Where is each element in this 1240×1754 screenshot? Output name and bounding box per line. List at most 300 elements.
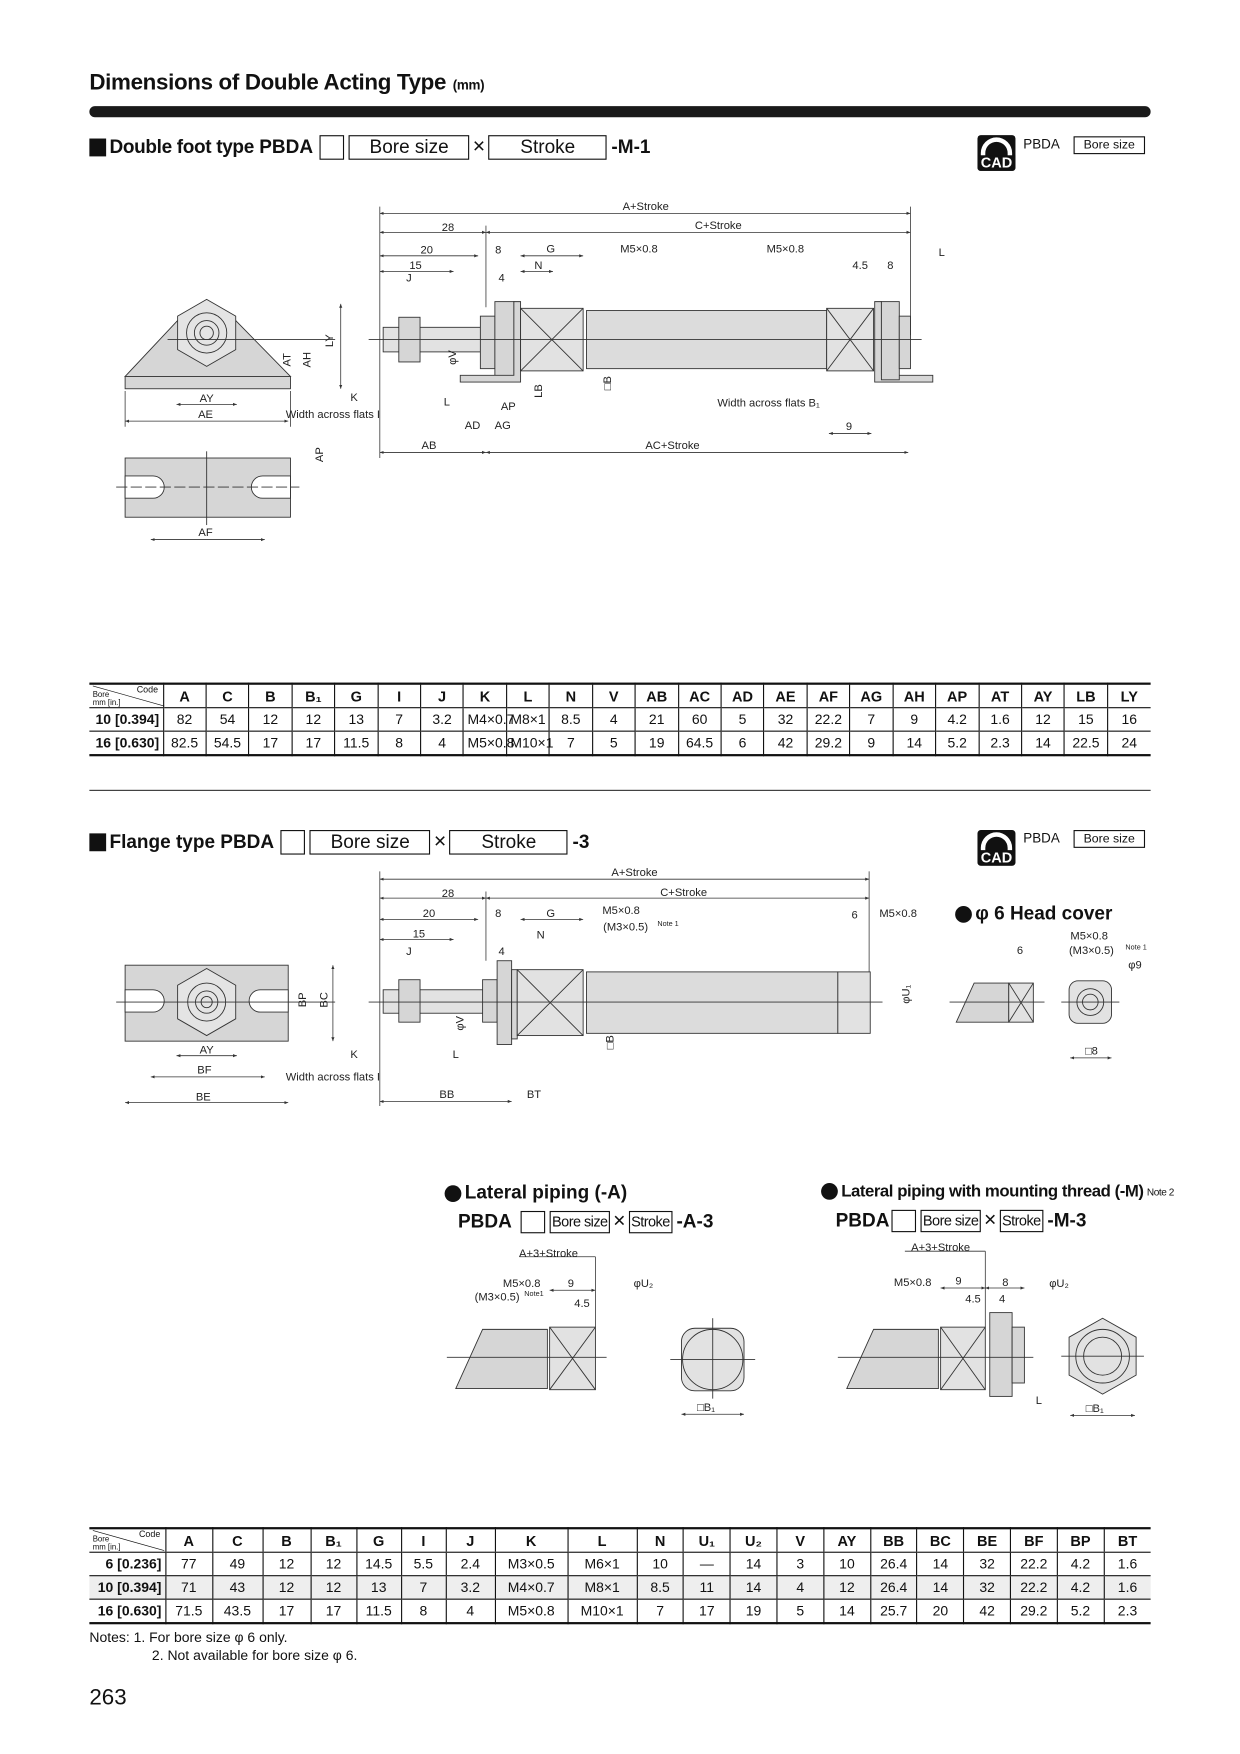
value-cell: 10 bbox=[824, 1552, 871, 1575]
value-cell: 22.2 bbox=[807, 708, 850, 731]
corner-code: Code bbox=[138, 1529, 161, 1540]
value-cell: 8.5 bbox=[637, 1576, 684, 1599]
column-header: U₂ bbox=[730, 1528, 777, 1552]
note-ref: Note 2 bbox=[1146, 1185, 1174, 1197]
bore-cell: 16 [0.630] bbox=[89, 731, 163, 755]
dimension-label: φV bbox=[454, 1015, 467, 1031]
corner-code: Code bbox=[136, 684, 159, 695]
column-header: AE bbox=[764, 684, 807, 708]
column-header: L bbox=[506, 684, 549, 708]
dimension-label: 15 bbox=[412, 928, 426, 941]
value-cell: 14 bbox=[917, 1552, 964, 1575]
bore-cell: 16 [0.630] bbox=[89, 1599, 165, 1623]
value-cell: M3×0.5 bbox=[495, 1552, 568, 1575]
bore-size-box: Bore size bbox=[349, 135, 470, 160]
dimension-label: 4.5 bbox=[574, 1298, 590, 1311]
dimension-label: M5×0.8 bbox=[502, 1277, 541, 1290]
value-cell: 12 bbox=[263, 1576, 311, 1599]
dimension-label: A+Stroke bbox=[622, 201, 669, 214]
value-cell: 12 bbox=[263, 1552, 311, 1575]
corner-unit: mm [in.] bbox=[92, 1543, 121, 1552]
value-cell: 3.2 bbox=[446, 1576, 495, 1599]
value-cell: 22.5 bbox=[1064, 731, 1107, 755]
value-cell: 8 bbox=[401, 1599, 446, 1623]
value-cell: 13 bbox=[335, 708, 378, 731]
dimension-label: AE bbox=[198, 408, 213, 421]
value-cell: 6 bbox=[721, 731, 764, 755]
dimension-label: 28 bbox=[441, 888, 455, 901]
column-header: BC bbox=[917, 1528, 964, 1552]
value-cell: 77 bbox=[165, 1552, 212, 1575]
value-cell: 21 bbox=[635, 708, 678, 731]
corner-unit: mm [in.] bbox=[92, 699, 121, 708]
dimension-label: AB bbox=[421, 440, 437, 453]
dimension-label: L bbox=[452, 1048, 459, 1061]
unit-label: (mm) bbox=[452, 77, 485, 93]
value-cell: 14 bbox=[730, 1552, 777, 1575]
lateral-a-drawing bbox=[447, 1318, 755, 1398]
value-cell: 7 bbox=[850, 708, 893, 731]
dimension-label: 28 bbox=[441, 222, 455, 235]
value-cell: — bbox=[683, 1552, 730, 1575]
dimension-label: 8 bbox=[495, 908, 502, 921]
dimension-label: AY bbox=[199, 1044, 214, 1057]
dimension-label: (M3×0.5) bbox=[1068, 945, 1114, 958]
column-header: G bbox=[356, 1528, 401, 1552]
value-cell: 1.6 bbox=[1104, 1552, 1151, 1575]
value-cell: 14.5 bbox=[356, 1552, 401, 1575]
dimension-label: φV bbox=[446, 350, 459, 365]
dimension-label: 6 bbox=[1016, 945, 1024, 958]
value-cell: 4.2 bbox=[1057, 1576, 1104, 1599]
column-header: LY bbox=[1107, 684, 1150, 708]
column-header: J bbox=[446, 1528, 495, 1552]
dimension-label: LB bbox=[532, 384, 545, 398]
model-suffix: -M-1 bbox=[611, 136, 651, 158]
column-header: BB bbox=[870, 1528, 917, 1552]
dimension-label: M5×0.8 bbox=[602, 904, 640, 917]
value-cell: 14 bbox=[730, 1576, 777, 1599]
value-cell: 24 bbox=[1107, 731, 1150, 755]
cad-icon-text: CAD bbox=[977, 155, 1015, 171]
dimension-label: 20 bbox=[420, 244, 433, 257]
value-cell: 4.2 bbox=[936, 708, 979, 731]
times-sign: × bbox=[613, 1209, 626, 1234]
value-cell: M6×1 bbox=[567, 1552, 636, 1575]
cad-model: PBDA bbox=[1023, 136, 1060, 152]
dimension-label: C+Stroke bbox=[694, 220, 742, 233]
dimension-label: AP bbox=[313, 447, 326, 463]
value-cell: 5.2 bbox=[936, 731, 979, 755]
value-cell: 1.6 bbox=[979, 708, 1022, 731]
dimension-label: 4 bbox=[498, 946, 505, 959]
value-cell: 42 bbox=[764, 731, 807, 755]
times-sign: × bbox=[472, 135, 486, 159]
dimension-label: AH bbox=[301, 351, 314, 368]
dimension-label: A+3+Stroke bbox=[519, 1247, 578, 1260]
dimension-label: Width across flats B₁ bbox=[717, 397, 820, 410]
column-header: A bbox=[165, 1528, 212, 1552]
dimension-label: Width across flats I bbox=[285, 408, 381, 421]
dimension-label: M5×0.8 bbox=[766, 243, 805, 256]
column-header: K bbox=[464, 684, 507, 708]
dimension-label: 9 bbox=[955, 1275, 962, 1288]
value-cell: 9 bbox=[850, 731, 893, 755]
column-header: K bbox=[495, 1528, 568, 1552]
dimension-label: BT bbox=[526, 1089, 542, 1102]
value-cell: 8.5 bbox=[549, 708, 592, 731]
double-foot-cylinder-side-view bbox=[369, 302, 933, 382]
dimension-label: K bbox=[350, 392, 358, 405]
head-cover-detail bbox=[950, 981, 1120, 1023]
value-cell: M8×1 bbox=[567, 1576, 636, 1599]
dimension-lines bbox=[125, 213, 1135, 1415]
dimension-label: □B₁ bbox=[697, 1401, 715, 1414]
dimension-label: 6 bbox=[851, 909, 858, 922]
column-header: AP bbox=[936, 684, 979, 708]
value-cell: 5.2 bbox=[1057, 1599, 1104, 1623]
corner-bore: Bore bbox=[92, 1536, 110, 1544]
table-row bbox=[89, 1552, 1150, 1575]
table-row bbox=[89, 731, 1150, 755]
value-cell: 12 bbox=[1022, 708, 1065, 731]
dimension-label: K bbox=[350, 1048, 358, 1061]
value-cell: 32 bbox=[764, 708, 807, 731]
value-cell: 11.5 bbox=[335, 731, 378, 755]
value-cell: 71 bbox=[165, 1576, 212, 1599]
value-cell: 29.2 bbox=[807, 731, 850, 755]
dimension-label: J bbox=[406, 272, 412, 285]
dimension-label: AC+Stroke bbox=[645, 440, 700, 453]
stroke-box: Stroke bbox=[450, 830, 568, 855]
value-cell: 26.4 bbox=[870, 1552, 917, 1575]
dimension-label: AP bbox=[500, 400, 516, 413]
column-header: C bbox=[212, 1528, 262, 1552]
flange-dimension-table bbox=[89, 1527, 1150, 1624]
cad-bore-box: Bore size bbox=[1074, 136, 1145, 154]
value-cell: 14 bbox=[824, 1599, 871, 1623]
value-cell: 4 bbox=[446, 1599, 495, 1623]
value-cell: 5 bbox=[592, 731, 635, 755]
dimension-label: BB bbox=[439, 1089, 455, 1102]
column-header: N bbox=[637, 1528, 684, 1552]
dimension-label: 4 bbox=[498, 272, 505, 285]
bore-size-box: Bore size bbox=[921, 1210, 981, 1232]
value-cell: 43 bbox=[212, 1576, 262, 1599]
bore-cell: 10 [0.394] bbox=[89, 1576, 165, 1599]
dimension-label: BE bbox=[195, 1091, 211, 1104]
value-cell: 1.6 bbox=[1104, 1576, 1151, 1599]
value-cell: 4 bbox=[421, 731, 464, 755]
dimension-label: 8 bbox=[887, 260, 894, 273]
dimension-label: AF bbox=[198, 527, 213, 540]
value-cell: 32 bbox=[964, 1552, 1011, 1575]
column-header: BT bbox=[1104, 1528, 1151, 1552]
column-header: BF bbox=[1010, 1528, 1057, 1552]
dimension-label: 20 bbox=[422, 908, 436, 921]
column-header: AY bbox=[1022, 684, 1065, 708]
double-foot-dimension-table bbox=[89, 683, 1150, 757]
value-cell: 7 bbox=[401, 1576, 446, 1599]
column-header: U₁ bbox=[683, 1528, 730, 1552]
value-cell: M5×0.8 bbox=[495, 1599, 568, 1623]
bore-size-box: Bore size bbox=[310, 830, 431, 855]
value-cell: 16 bbox=[1107, 708, 1150, 731]
dimension-label: φU₁ bbox=[900, 984, 913, 1004]
column-header: J bbox=[421, 684, 464, 708]
value-cell: 12 bbox=[311, 1576, 357, 1599]
table-row bbox=[89, 708, 1150, 731]
dimension-label: (M3×0.5) bbox=[603, 921, 649, 934]
value-cell: 8 bbox=[378, 731, 421, 755]
stroke-box: Stroke bbox=[629, 1211, 672, 1233]
dimension-label: □8 bbox=[1084, 1045, 1098, 1058]
value-cell: 12 bbox=[292, 708, 335, 731]
model-code: PBDA bbox=[259, 136, 314, 158]
dimension-label: 4.5 bbox=[965, 1293, 981, 1306]
model-suffix: -M-3 bbox=[1047, 1209, 1087, 1232]
value-cell: 3.2 bbox=[421, 708, 464, 731]
bore-size-box: Bore size bbox=[550, 1211, 610, 1233]
value-cell: 10 bbox=[637, 1552, 684, 1575]
value-cell: 42 bbox=[964, 1599, 1011, 1623]
dimension-label: C+Stroke bbox=[660, 886, 708, 899]
value-cell: 12 bbox=[249, 708, 292, 731]
column-header: AH bbox=[893, 684, 936, 708]
corner-bore: Bore bbox=[92, 691, 110, 700]
value-cell: 29.2 bbox=[1010, 1599, 1057, 1623]
value-cell: 22.2 bbox=[1010, 1552, 1057, 1575]
value-cell: 2.3 bbox=[979, 731, 1022, 755]
lateral-m-drawing bbox=[838, 1313, 1144, 1397]
column-header: AF bbox=[807, 684, 850, 708]
value-cell: 17 bbox=[263, 1599, 311, 1623]
dimension-label: M5×0.8 bbox=[893, 1276, 932, 1289]
dimension-label: M5×0.8 bbox=[620, 243, 658, 256]
value-cell: 82.5 bbox=[163, 731, 206, 755]
dimension-label: Note1 bbox=[524, 1288, 544, 1298]
dimension-label: φU₂ bbox=[633, 1277, 654, 1290]
note-1: Notes: 1. For bore size φ 6 only. bbox=[89, 1629, 288, 1646]
value-cell: 15 bbox=[1064, 708, 1107, 731]
column-header: B₁ bbox=[311, 1528, 357, 1552]
dimension-label: G bbox=[546, 908, 556, 921]
lateral-a-title: Lateral piping (-A) bbox=[464, 1181, 628, 1204]
dimension-label: φU₂ bbox=[1049, 1277, 1069, 1290]
value-cell: 7 bbox=[378, 708, 421, 731]
column-header: V bbox=[592, 684, 635, 708]
column-header: N bbox=[549, 684, 592, 708]
value-cell: 54.5 bbox=[206, 731, 249, 755]
value-cell: 4 bbox=[592, 708, 635, 731]
times-sign: × bbox=[984, 1208, 997, 1233]
cad-model: PBDA bbox=[1023, 830, 1060, 846]
column-header: V bbox=[777, 1528, 824, 1552]
value-cell: 17 bbox=[292, 731, 335, 755]
value-cell: 26.4 bbox=[870, 1576, 917, 1599]
value-cell: 7 bbox=[637, 1599, 684, 1623]
dimension-label: 8 bbox=[1002, 1276, 1009, 1289]
column-header: LB bbox=[1064, 684, 1107, 708]
value-cell: M4×0.7 bbox=[495, 1576, 568, 1599]
value-cell: M8×1 bbox=[506, 708, 549, 731]
column-header: A bbox=[163, 684, 206, 708]
dimension-label: 4 bbox=[998, 1293, 1006, 1306]
dimension-label: BP bbox=[297, 992, 310, 1008]
foot-bracket-bottom-view bbox=[116, 451, 299, 525]
dimension-label: φ9 bbox=[1128, 959, 1142, 972]
value-cell: 64.5 bbox=[678, 731, 721, 755]
dimension-label: N bbox=[536, 929, 545, 942]
value-cell: 3 bbox=[777, 1552, 824, 1575]
column-header: B bbox=[263, 1528, 311, 1552]
dimension-label: M5×0.8 bbox=[879, 908, 917, 921]
heading-text: Double foot type bbox=[109, 136, 254, 158]
value-cell: 14 bbox=[893, 731, 936, 755]
bore-cell: 6 [0.236] bbox=[89, 1552, 165, 1575]
dimension-label: 4.5 bbox=[852, 260, 868, 273]
times-sign: × bbox=[433, 830, 447, 854]
value-cell: 14 bbox=[1022, 731, 1065, 755]
dimension-label: M5×0.8 bbox=[1070, 930, 1108, 943]
column-header: I bbox=[401, 1528, 446, 1552]
page-number: 263 bbox=[89, 1685, 127, 1711]
dimension-label: A+3+Stroke bbox=[911, 1242, 971, 1255]
value-cell: 5 bbox=[777, 1599, 824, 1623]
dimension-label: BC bbox=[318, 992, 331, 1008]
dimension-label: AD bbox=[464, 419, 481, 432]
value-cell: 5.5 bbox=[401, 1552, 446, 1575]
dimension-label: □B₁ bbox=[1085, 1403, 1104, 1416]
value-cell: 49 bbox=[212, 1552, 262, 1575]
value-cell: 60 bbox=[678, 708, 721, 731]
value-cell: M10×1 bbox=[506, 731, 549, 755]
dimension-label: Note 1 bbox=[657, 919, 679, 929]
column-header: AG bbox=[850, 684, 893, 708]
header-row bbox=[89, 684, 1150, 708]
value-cell: 22.2 bbox=[1010, 1576, 1057, 1599]
value-cell: M10×1 bbox=[567, 1599, 636, 1623]
column-header: C bbox=[206, 684, 249, 708]
cad-icon-text: CAD bbox=[977, 850, 1015, 866]
value-cell: 17 bbox=[683, 1599, 730, 1623]
table-row bbox=[89, 1576, 1150, 1599]
column-header: L bbox=[567, 1528, 636, 1552]
column-header: BP bbox=[1057, 1528, 1104, 1552]
value-cell: 17 bbox=[249, 731, 292, 755]
foot-bracket-front-view bbox=[125, 299, 335, 388]
value-cell: 71.5 bbox=[165, 1599, 212, 1623]
value-cell: 12 bbox=[311, 1552, 357, 1575]
model-suffix: -3 bbox=[572, 831, 590, 853]
value-cell: 13 bbox=[356, 1576, 401, 1599]
column-header: AB bbox=[635, 684, 678, 708]
column-header: AT bbox=[979, 684, 1022, 708]
column-header: AD bbox=[721, 684, 764, 708]
value-cell: 11 bbox=[683, 1576, 730, 1599]
model-code: PBDA bbox=[458, 1210, 512, 1233]
note-2: 2. Not available for bore size φ 6. bbox=[151, 1647, 358, 1664]
dimension-label: A+Stroke bbox=[611, 866, 658, 879]
heading-text: Flange type bbox=[109, 831, 216, 853]
notes bbox=[89, 1629, 357, 1665]
corner-cell bbox=[89, 1528, 165, 1552]
value-cell: 54 bbox=[206, 708, 249, 731]
header-row bbox=[89, 1528, 1150, 1552]
value-cell: 5 bbox=[721, 708, 764, 731]
dimension-label: L bbox=[1035, 1395, 1043, 1408]
dimension-label: □B bbox=[602, 376, 615, 391]
value-cell: 19 bbox=[635, 731, 678, 755]
dimension-label: 9 bbox=[567, 1277, 574, 1290]
value-cell: 19 bbox=[730, 1599, 777, 1623]
value-cell: 82 bbox=[163, 708, 206, 731]
cad-bore-box: Bore size bbox=[1074, 830, 1145, 848]
value-cell: 2.3 bbox=[1104, 1599, 1151, 1623]
value-cell: 12 bbox=[824, 1576, 871, 1599]
column-header: G bbox=[335, 684, 378, 708]
corner-cell bbox=[89, 684, 163, 708]
model-suffix: -A-3 bbox=[676, 1210, 714, 1233]
model-code: PBDA bbox=[220, 831, 275, 853]
value-cell: 25.7 bbox=[870, 1599, 917, 1623]
dimension-label: J bbox=[406, 946, 412, 959]
value-cell: 43.5 bbox=[212, 1599, 262, 1623]
value-cell: 7 bbox=[549, 731, 592, 755]
dimension-label: G bbox=[546, 243, 556, 256]
dimension-label: L bbox=[938, 246, 945, 259]
dimension-label: BF bbox=[197, 1064, 212, 1077]
dimension-label: (M3×0.5) bbox=[474, 1291, 520, 1304]
dimension-label: AT bbox=[281, 352, 294, 367]
value-cell: M4×0.7 bbox=[464, 708, 507, 731]
column-header: AC bbox=[678, 684, 721, 708]
value-cell: M5×0.8 bbox=[464, 731, 507, 755]
value-cell: 32 bbox=[964, 1576, 1011, 1599]
flange-cylinder-side-view bbox=[369, 961, 883, 1045]
model-code: PBDA bbox=[835, 1209, 890, 1232]
dimension-label: 8 bbox=[495, 244, 502, 257]
value-cell: 17 bbox=[311, 1599, 357, 1623]
dimension-label: N bbox=[534, 260, 543, 273]
value-cell: 4 bbox=[777, 1576, 824, 1599]
column-header: I bbox=[378, 684, 421, 708]
value-cell: 11.5 bbox=[356, 1599, 401, 1623]
dimension-label: LY bbox=[323, 334, 336, 348]
dimension-label: L bbox=[443, 396, 450, 409]
column-header: AY bbox=[824, 1528, 871, 1552]
bore-cell: 10 [0.394] bbox=[89, 708, 163, 731]
lateral-m-title: Lateral piping with mounting thread (-M) bbox=[841, 1181, 1144, 1201]
dimension-label: Note 1 bbox=[1125, 942, 1147, 952]
title-text: Dimensions of Double Acting Type bbox=[89, 70, 447, 95]
dimension-label: AY bbox=[199, 393, 214, 406]
stroke-box: Stroke bbox=[1000, 1210, 1043, 1232]
value-cell: 9 bbox=[893, 708, 936, 731]
value-cell: 4.2 bbox=[1057, 1552, 1104, 1575]
dimension-label: □B bbox=[604, 1035, 617, 1050]
dimension-label: Width across flats I bbox=[285, 1071, 381, 1084]
value-cell: 20 bbox=[917, 1599, 964, 1623]
column-header: BE bbox=[964, 1528, 1011, 1552]
column-header: B bbox=[249, 684, 292, 708]
dimension-label: 15 bbox=[409, 260, 422, 273]
table-row bbox=[89, 1599, 1150, 1623]
head-cover-title: φ 6 Head cover bbox=[975, 902, 1113, 924]
dimension-label: AG bbox=[494, 419, 511, 432]
value-cell: 2.4 bbox=[446, 1552, 495, 1575]
column-header: B₁ bbox=[292, 684, 335, 708]
